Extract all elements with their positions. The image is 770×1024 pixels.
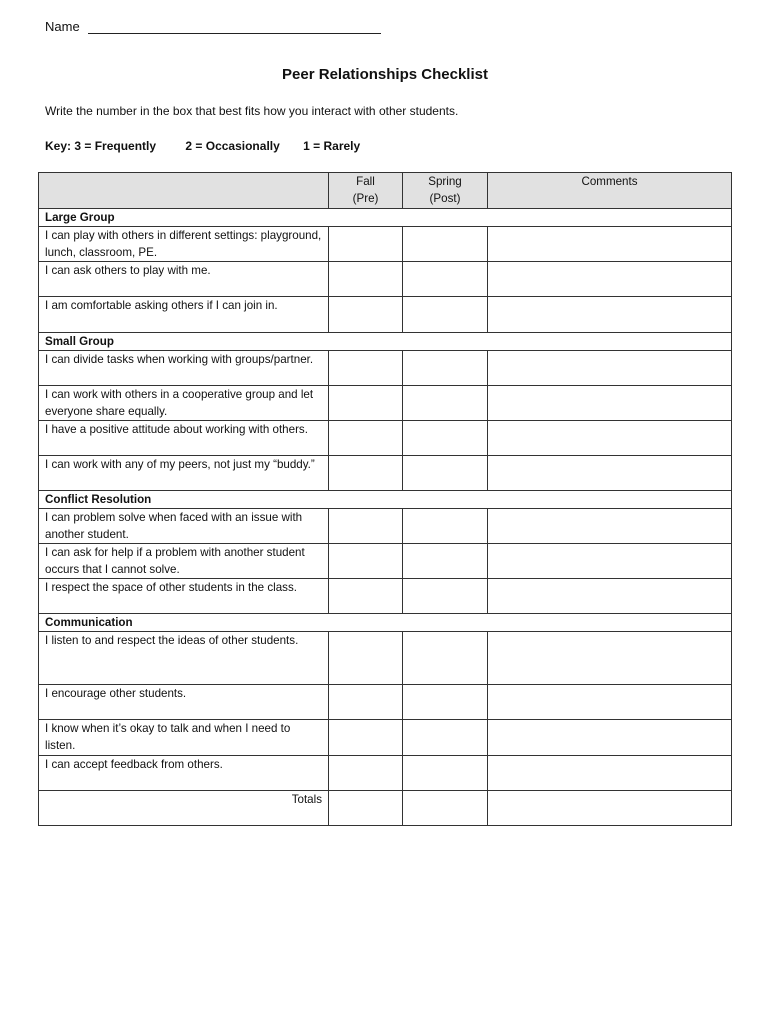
comments-cell[interactable] (488, 579, 732, 614)
item-text: I can work with any of my peers, not just my “buddy.” (39, 456, 329, 491)
item-text: I can ask others to play with me. (39, 262, 329, 297)
table-row (39, 685, 732, 720)
fall-cell[interactable] (329, 509, 403, 544)
fall-total-cell[interactable] (329, 791, 403, 826)
spring-cell[interactable] (403, 262, 488, 297)
table-row (39, 386, 732, 421)
page-title: Peer Relationships Checklist (282, 66, 488, 83)
section-title: Large Group (39, 209, 732, 227)
item-text: I listen to and respect the ideas of other students. (39, 632, 329, 685)
fall-sub-label: (Pre) (352, 192, 379, 205)
comments-cell[interactable] (488, 544, 732, 579)
comments-total-cell[interactable] (488, 791, 732, 826)
comments-cell[interactable] (488, 351, 732, 386)
spring-cell[interactable] (403, 227, 488, 262)
item-text: I have a positive attitude about working with others. (39, 421, 329, 456)
section-row (39, 209, 732, 227)
section-title: Small Group (39, 333, 732, 351)
totals-row (39, 791, 732, 826)
fall-cell[interactable] (329, 456, 403, 491)
item-text: I encourage other students. (39, 685, 329, 720)
spring-cell[interactable] (403, 544, 488, 579)
name-blank-line[interactable] (88, 19, 381, 34)
fall-cell[interactable] (329, 756, 403, 791)
item-text: I am comfortable asking others if I can join in. (39, 297, 329, 333)
comments-cell[interactable] (488, 756, 732, 791)
section-row (39, 491, 732, 509)
fall-cell[interactable] (329, 297, 403, 333)
fall-cell[interactable] (329, 262, 403, 297)
key-frequently: Key: 3 = Frequently (45, 139, 157, 153)
comments-cell[interactable] (488, 262, 732, 297)
item-text: I respect the space of other students in the class. (39, 579, 329, 614)
fall-cell[interactable] (329, 579, 403, 614)
spring-cell[interactable] (403, 297, 488, 333)
item-text: I can play with others in different settings: playground, lunch, classroom, PE. (39, 227, 329, 262)
fall-header (329, 173, 403, 209)
fall-cell[interactable] (329, 632, 403, 685)
table-row (39, 544, 732, 579)
table-row (39, 262, 732, 297)
comments-cell[interactable] (488, 720, 732, 756)
spring-cell[interactable] (403, 720, 488, 756)
item-text: I can accept feedback from others. (39, 756, 329, 791)
fall-cell[interactable] (329, 386, 403, 421)
section-row (39, 614, 732, 632)
section-title: Conflict Resolution (39, 491, 732, 509)
checklist-table (38, 172, 732, 826)
comments-cell[interactable] (488, 386, 732, 421)
item-text: I can work with others in a cooperative group and let everyone share equally. (39, 386, 329, 421)
fall-cell[interactable] (329, 685, 403, 720)
comments-cell[interactable] (488, 227, 732, 262)
spring-cell[interactable] (403, 632, 488, 685)
fall-cell[interactable] (329, 720, 403, 756)
table-row (39, 351, 732, 386)
table-row (39, 456, 732, 491)
fall-cell[interactable] (329, 227, 403, 262)
section-row (39, 333, 732, 351)
table-header-row (39, 173, 732, 209)
table-row (39, 421, 732, 456)
item-text: I can divide tasks when working with groups/partner. (39, 351, 329, 386)
item-text: I can problem solve when faced with an issue with another student. (39, 509, 329, 544)
table-row (39, 227, 732, 262)
spring-cell[interactable] (403, 351, 488, 386)
rating-key (45, 139, 360, 153)
name-field (45, 19, 381, 34)
table-row (39, 756, 732, 791)
fall-label: Fall (356, 175, 375, 188)
comments-cell[interactable] (488, 297, 732, 333)
spring-cell[interactable] (403, 421, 488, 456)
comments-cell[interactable] (488, 509, 732, 544)
comments-header: Comments (488, 173, 732, 209)
totals-label: Totals (39, 791, 329, 826)
key-occasionally: 2 = Occasionally (185, 139, 280, 153)
section-title: Communication (39, 614, 732, 632)
comments-cell[interactable] (488, 632, 732, 685)
table-row (39, 297, 732, 333)
comments-cell[interactable] (488, 685, 732, 720)
comments-cell[interactable] (488, 421, 732, 456)
key-rarely: 1 = Rarely (303, 139, 361, 153)
table-row (39, 632, 732, 685)
item-text: I can ask for help if a problem with another student occurs that I cannot solve. (39, 544, 329, 579)
item-text: I know when it’s okay to talk and when I need to listen. (39, 720, 329, 756)
header-blank (39, 173, 329, 209)
spring-cell[interactable] (403, 579, 488, 614)
table-row (39, 509, 732, 544)
name-label: Name (45, 19, 80, 34)
fall-cell[interactable] (329, 544, 403, 579)
fall-cell[interactable] (329, 351, 403, 386)
spring-total-cell[interactable] (403, 791, 488, 826)
spring-label: Spring (428, 175, 462, 188)
table-row (39, 720, 732, 756)
fall-cell[interactable] (329, 421, 403, 456)
spring-cell[interactable] (403, 756, 488, 791)
instructions: Write the number in the box that best fits how you interact with other students. (45, 104, 459, 118)
spring-cell[interactable] (403, 685, 488, 720)
spring-cell[interactable] (403, 509, 488, 544)
spring-cell[interactable] (403, 456, 488, 491)
spring-header (403, 173, 488, 209)
spring-sub-label: (Post) (429, 192, 461, 205)
spring-cell[interactable] (403, 386, 488, 421)
table-row (39, 579, 732, 614)
comments-cell[interactable] (488, 456, 732, 491)
